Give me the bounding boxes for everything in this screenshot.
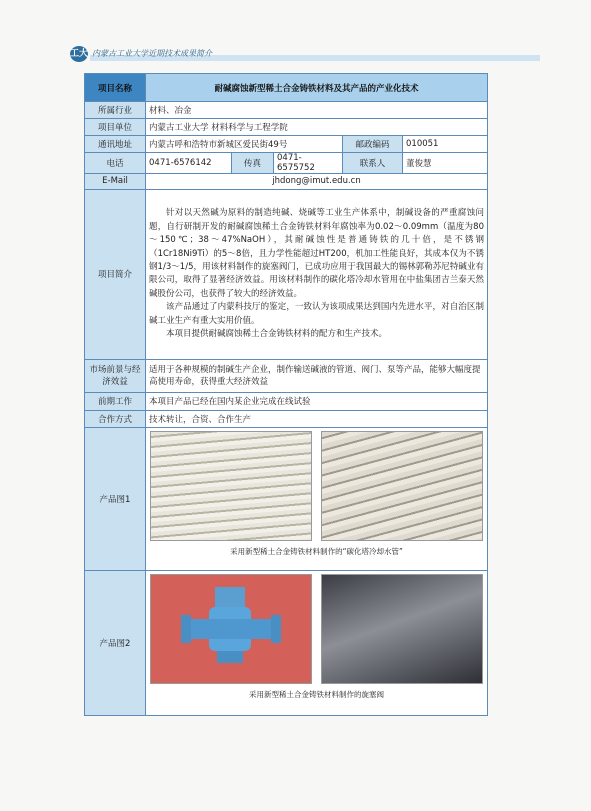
coop-row <box>85 410 488 427</box>
coop-label: 合作方式 <box>85 410 146 427</box>
address-value: 内蒙古呼和浩特市新城区爱民街49号 <box>146 136 343 153</box>
intro-label: 项目简介 <box>85 189 146 360</box>
prelim-row <box>85 393 488 410</box>
product2-photos <box>149 571 484 684</box>
page-header <box>70 44 540 66</box>
unit-row <box>85 119 488 136</box>
product2-row <box>85 571 488 716</box>
unit-value: 内蒙古工业大学 材料科学与工程学院 <box>146 119 488 136</box>
product1-row <box>85 427 488 571</box>
email-label: E-Mail <box>85 174 146 189</box>
coop-value: 技术转让，合资、合作生产 <box>146 410 488 427</box>
phone-value: 0471-6576142 <box>146 153 232 174</box>
project-info-table <box>84 73 488 716</box>
intro-value <box>146 189 488 360</box>
product2-label: 产品图2 <box>85 571 146 716</box>
address-row <box>85 136 488 153</box>
contact-value: 董俊慧 <box>403 153 488 174</box>
product2-caption: 采用新型稀土合金铸铁材料制作的旋塞阀 <box>249 690 384 700</box>
product1-label: 产品图1 <box>85 427 146 571</box>
prelim-value: 本项目产品已经在国内某企业完成在线试验 <box>146 393 488 410</box>
product1-value <box>146 427 488 571</box>
fax-label: 传真 <box>232 153 274 174</box>
address-label: 通讯地址 <box>85 136 146 153</box>
plug-valve-icon <box>151 575 311 683</box>
postcode-value: 010051 <box>403 136 488 153</box>
intro-paragraph-2: 该产品通过了内蒙科技厅的鉴定，一致认为该项成果达到国内先进水平，对自治区制碱工业生产有重大实用价值。 <box>149 302 484 326</box>
product2-value <box>146 571 488 716</box>
email-value: jhdong@imut.edu.cn <box>146 174 488 189</box>
intro-row <box>85 189 488 360</box>
market-row <box>85 360 488 393</box>
title-row <box>85 74 488 102</box>
intro-paragraph-1: 针对以天然碱为原料的制造纯碱、烧碱等工业生产体系中，制碱设备的严重腐蚀问题，自行研制开发的耐碱腐蚀稀土合金铸铁材料年腐蚀率为0.02～0.09mm（温度为80～150℃；38～47%NaOH），其耐碱蚀性是普通铸铁的几十倍，是不锈钢（1Cr18Ni9Ti）的5～8倍，且力学性能超过HT200，机加工性能良好，其成本仅为不锈钢1/3～1/5，用该材料制作的旋塞阀门，已成功应用于我国最大的锡林郭勒苏尼特碱业有限公司，取得了显著经济效益。用该材料制作的碳化塔冷却水管用在中盐集团吉兰泰天然碱股份公司，也获得了较大的经济效益。 <box>149 208 484 299</box>
fax-value: 0471-6575752 <box>274 153 343 174</box>
unit-label: 项目单位 <box>85 119 146 136</box>
product1-caption: 采用新型稀土合金铸铁材料制作的“碳化塔冷却水管” <box>230 546 403 556</box>
industry-value: 材料、冶金 <box>146 102 488 119</box>
intro-paragraph-3: 本项目提供耐碱腐蚀稀土合金铸铁材料的配方和生产技术。 <box>166 329 388 340</box>
valve-photo <box>150 574 312 684</box>
contact-label: 联系人 <box>343 153 403 174</box>
pipe-stack-photo-2 <box>321 431 483 541</box>
phone-label: 电话 <box>85 153 146 174</box>
project-title: 耐碱腐蚀新型稀土合金铸铁材料及其产品的产业化技术 <box>146 74 488 102</box>
postcode-label: 邮政编码 <box>343 136 403 153</box>
product1-photos <box>149 428 484 541</box>
header-title: 内蒙古工业大学近期技术成果简介 <box>92 49 212 58</box>
installed-valve-photo <box>321 574 483 684</box>
industry-row <box>85 102 488 119</box>
phone-row <box>85 153 488 174</box>
market-value: 适用于各种规模的制碱生产企业，制作输送碱液的管道、阀门、泵等产品，能够大幅度提高使用寿命，获得重大经济效益 <box>146 360 488 393</box>
industry-label: 所属行业 <box>85 102 146 119</box>
market-label: 市场前景与经济效益 <box>85 360 146 393</box>
title-label: 项目名称 <box>85 74 146 102</box>
email-row <box>85 174 488 189</box>
pipe-stack-photo-1 <box>150 431 312 541</box>
prelim-label: 前期工作 <box>85 393 146 410</box>
university-logo: 工大 <box>70 46 88 62</box>
